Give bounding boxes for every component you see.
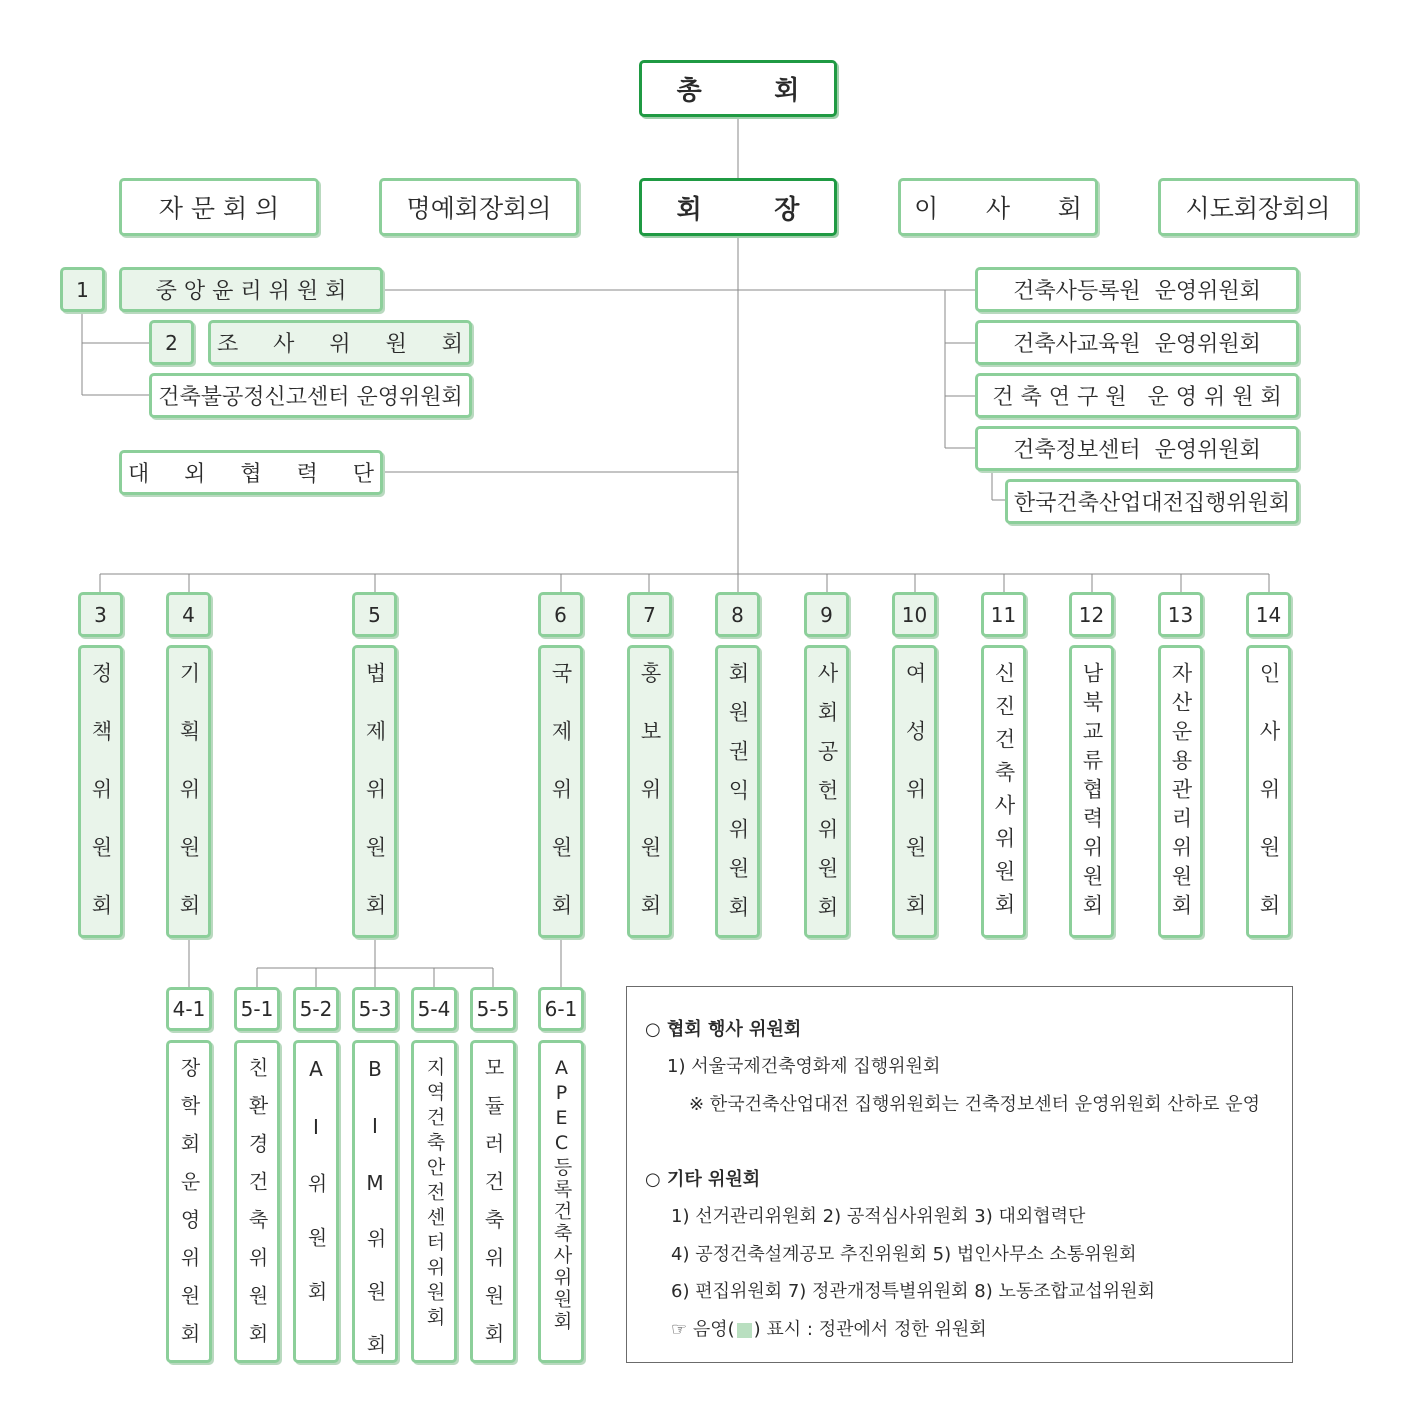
board-box xyxy=(898,178,1098,236)
subcommittee-num-5-3: 5-3 xyxy=(352,987,398,1031)
registry-committee-label: 건축사등록원 운영위원회 xyxy=(1013,279,1261,304)
other-line-3: 6) 편집위원회 7) 정관개정특별위원회 8) 노동조합교섭위원회 xyxy=(671,1281,1155,1302)
subcommittee-label: AI위원회 xyxy=(304,1057,328,1335)
education-committee-box xyxy=(975,320,1299,365)
subcommittee-label: 친환경건축위원회 xyxy=(245,1057,269,1361)
registry-committee-box xyxy=(975,267,1299,312)
committee-label: 사회공헌위원회 xyxy=(815,662,839,935)
central-ethics-committee-box xyxy=(119,267,383,312)
research-committee-box xyxy=(975,373,1299,418)
central-ethics-committee-label: 중 앙 윤 리 위 원 회 xyxy=(155,279,347,304)
subcommittee-bim-box xyxy=(352,1040,398,1387)
committee-num-10: 10 xyxy=(892,592,937,637)
committee-label: 회원권익위원회 xyxy=(726,662,750,935)
general-assembly-box xyxy=(639,60,837,117)
committee-num-11: 11 xyxy=(981,592,1026,637)
subcommittee-label: 모듈러건축위원회 xyxy=(481,1057,505,1361)
committee-num-14: 14 xyxy=(1246,592,1291,637)
events-item-1: 1) 서울국제건축영화제 집행위원회 xyxy=(667,1056,941,1077)
committee-label: 인사위원회 xyxy=(1257,662,1281,952)
badge-2: 2 xyxy=(149,320,194,365)
subcommittee-label: 장학회운영위원회 xyxy=(177,1057,201,1361)
committee-num-7: 7 xyxy=(627,592,672,637)
committee-label: 신진건축사위원회 xyxy=(992,662,1016,926)
president-box xyxy=(639,178,837,236)
badge-1: 1 xyxy=(60,267,105,312)
subcommittee-num-5-1: 5-1 xyxy=(234,987,280,1031)
subcommittee-label: APEC등록건축사위원회 xyxy=(550,1057,573,1333)
info-center-committee-label: 건축정보센터 운영위원회 xyxy=(1013,438,1261,463)
committee-label: 홍보위원회 xyxy=(638,662,662,952)
research-committee-label: 건 축 연 구 원 운 영 위 원 회 xyxy=(992,385,1282,410)
committee-women-box xyxy=(892,645,937,952)
subcommittee-num-6-1: 6-1 xyxy=(538,987,584,1031)
committee-label: 정책위원회 xyxy=(89,662,113,952)
committee-label: 법제위원회 xyxy=(363,662,387,952)
expo-committee-label: 한국건축산업대전집행위원회 xyxy=(1013,491,1291,516)
committee-label: 국제위원회 xyxy=(549,662,573,952)
events-header: ○ 협회 행사 위원회 xyxy=(645,1019,802,1040)
subcommittee-num-4-1: 4-1 xyxy=(166,987,212,1031)
committee-policy-box xyxy=(78,645,123,952)
subcommittee-regional-safety-box xyxy=(411,1040,457,1363)
committee-young-architects-box xyxy=(981,645,1026,938)
committee-label: 남북교류협력위원회 xyxy=(1080,662,1104,923)
committee-member-rights-box xyxy=(715,645,760,938)
advisory-council-box xyxy=(119,178,319,236)
subcommittee-label: 지역건축안전센터위원회 xyxy=(423,1057,446,1332)
honorary-council-box xyxy=(379,178,579,236)
subcommittee-num-5-2: 5-2 xyxy=(293,987,339,1031)
subcommittee-apec-box xyxy=(538,1040,584,1363)
info-center-committee-box xyxy=(975,426,1299,471)
notes-panel xyxy=(626,986,1293,1363)
other-line-2: 4) 공정건축설계공모 추진위원회 5) 법인사무소 소통위원회 xyxy=(671,1244,1137,1265)
external-cooperation-box xyxy=(119,450,383,495)
investigation-committee-label: 조 사 위 원 회 xyxy=(216,332,464,357)
subcommittee-eco-building-box xyxy=(234,1040,280,1363)
committee-label: 기획위원회 xyxy=(177,662,201,952)
committee-num-5: 5 xyxy=(352,592,397,637)
other-header: ○ 기타 위원회 xyxy=(645,1169,761,1190)
board-label: 이 사 회 xyxy=(914,194,1082,223)
legend-suffix: ) 표시 : 정관에서 정한 위원회 xyxy=(753,1319,987,1340)
subcommittee-label: BIM위원회 xyxy=(363,1057,387,1387)
committee-num-13: 13 xyxy=(1158,592,1203,637)
subcommittee-ai-box xyxy=(293,1040,339,1363)
provincial-council-box xyxy=(1158,178,1358,236)
committee-num-9: 9 xyxy=(804,592,849,637)
committee-personnel-box xyxy=(1246,645,1291,952)
committee-asset-management-box xyxy=(1158,645,1203,938)
education-committee-label: 건축사교육원 운영위원회 xyxy=(1013,332,1261,357)
honorary-council-label: 명예회장회의 xyxy=(406,194,552,223)
shade-swatch xyxy=(737,1323,752,1338)
committee-num-6: 6 xyxy=(538,592,583,637)
unfair-report-center-label: 건축불공정신고센터 운영위원회 xyxy=(158,385,463,410)
subcommittee-num-5-4: 5-4 xyxy=(411,987,457,1031)
events-note: ※ 한국건축산업대전 집행위원회는 건축정보센터 운영위원회 산하로 운영 xyxy=(689,1094,1261,1115)
expo-committee-box xyxy=(1005,479,1299,524)
committee-label: 자산운용관리위원회 xyxy=(1169,662,1193,923)
advisory-council-label: 자 문 회 의 xyxy=(158,194,280,223)
other-line-1: 1) 선거관리위원회 2) 공적심사위원회 3) 대외협력단 xyxy=(671,1206,1086,1227)
committee-inter-korean-box xyxy=(1069,645,1114,938)
committee-planning-box xyxy=(166,645,211,952)
committee-pr-box xyxy=(627,645,672,952)
subcommittee-scholarship-box xyxy=(166,1040,212,1363)
investigation-committee-box xyxy=(208,320,472,365)
legend-prefix: ☞ 음영( xyxy=(671,1319,735,1340)
committee-num-12: 12 xyxy=(1069,592,1114,637)
committee-social-contribution-box xyxy=(804,645,849,938)
general-assembly-label: 총 회 xyxy=(676,76,800,106)
committee-international-box xyxy=(538,645,583,952)
subcommittee-modular-box xyxy=(470,1040,516,1363)
unfair-report-center-box xyxy=(149,373,472,418)
legend-line xyxy=(671,1315,987,1341)
committee-label: 여성위원회 xyxy=(903,662,927,952)
committee-num-8: 8 xyxy=(715,592,760,637)
external-cooperation-label: 대 외 협 력 단 xyxy=(127,462,375,487)
president-label: 회 장 xyxy=(676,194,800,225)
committee-num-3: 3 xyxy=(78,592,123,637)
subcommittee-num-5-5: 5-5 xyxy=(470,987,516,1031)
committee-legislation-box xyxy=(352,645,397,952)
provincial-council-label: 시도회장회의 xyxy=(1185,194,1331,223)
committee-num-4: 4 xyxy=(166,592,211,637)
